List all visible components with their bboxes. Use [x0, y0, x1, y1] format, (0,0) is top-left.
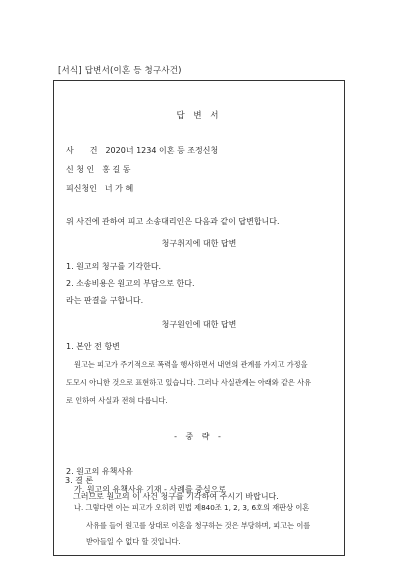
- item1-title: 1. 본안 전 항변: [66, 342, 120, 351]
- item3-title: 3. 결 론: [65, 476, 94, 485]
- item1-body-line: 도모시 아니한 것으로 표현하고 있습니다. 그러나 사실관계는 아래와 같은 사유: [66, 378, 312, 387]
- case-line: 사 건 2020너 1234 이혼 등 조정신청: [66, 146, 219, 155]
- answer-document: [53, 80, 345, 556]
- omitted-marker: - 중 략 -: [174, 432, 224, 441]
- form-tag: [서식] 답변서(이혼 등 청구사건): [58, 66, 182, 76]
- item2-sub-b-line: 나. 그렇다면 이는 피고가 오히려 민법 제840조 1, 2, 3, 6호의 재판상 이혼: [74, 503, 310, 512]
- section-heading-causes: 청구원인에 대한 답변: [161, 320, 237, 329]
- claim-line: 1. 원고의 청구를 기각한다.: [66, 262, 162, 271]
- applicant-line: 신 청 인 홍 길 동: [66, 165, 131, 174]
- item2-sub-b-line: 사유를 들어 원고를 상대로 이혼을 청구하는 것은 부당하며, 피고는 이를: [86, 521, 311, 530]
- claim-line: 라는 판결을 구합니다.: [66, 296, 144, 305]
- conclusion-text: 그러므로 원고의 이 사건 청구를 기각하여 주시기 바랍니다.: [73, 492, 279, 501]
- respondent-line: 피신청인 너 가 혜: [66, 184, 134, 193]
- item2-title: 2. 원고의 유책사유: [66, 467, 133, 476]
- item2-sub-a: 가. 원고의 유책사유 기재 - 사례를 중심으로: [74, 485, 227, 494]
- intro-text: 위 사건에 관하여 피고 소송대리인은 다음과 같이 답변합니다.: [66, 217, 280, 226]
- item1-body-line: 로 인하여 사실과 전혀 다릅니다.: [66, 396, 168, 405]
- document-title: 답 변 서: [176, 111, 222, 121]
- section-heading-claims: 청구취지에 대한 답변: [161, 239, 237, 248]
- item2-sub-b-line: 받아들일 수 없다 할 것입니다.: [86, 537, 181, 546]
- item1-body-line: 원고는 피고가 주기적으로 폭력을 행사하면서 내연의 관계를 가지고 가정을: [74, 360, 308, 369]
- claim-line: 2. 소송비용은 원고의 부담으로 한다.: [66, 279, 195, 288]
